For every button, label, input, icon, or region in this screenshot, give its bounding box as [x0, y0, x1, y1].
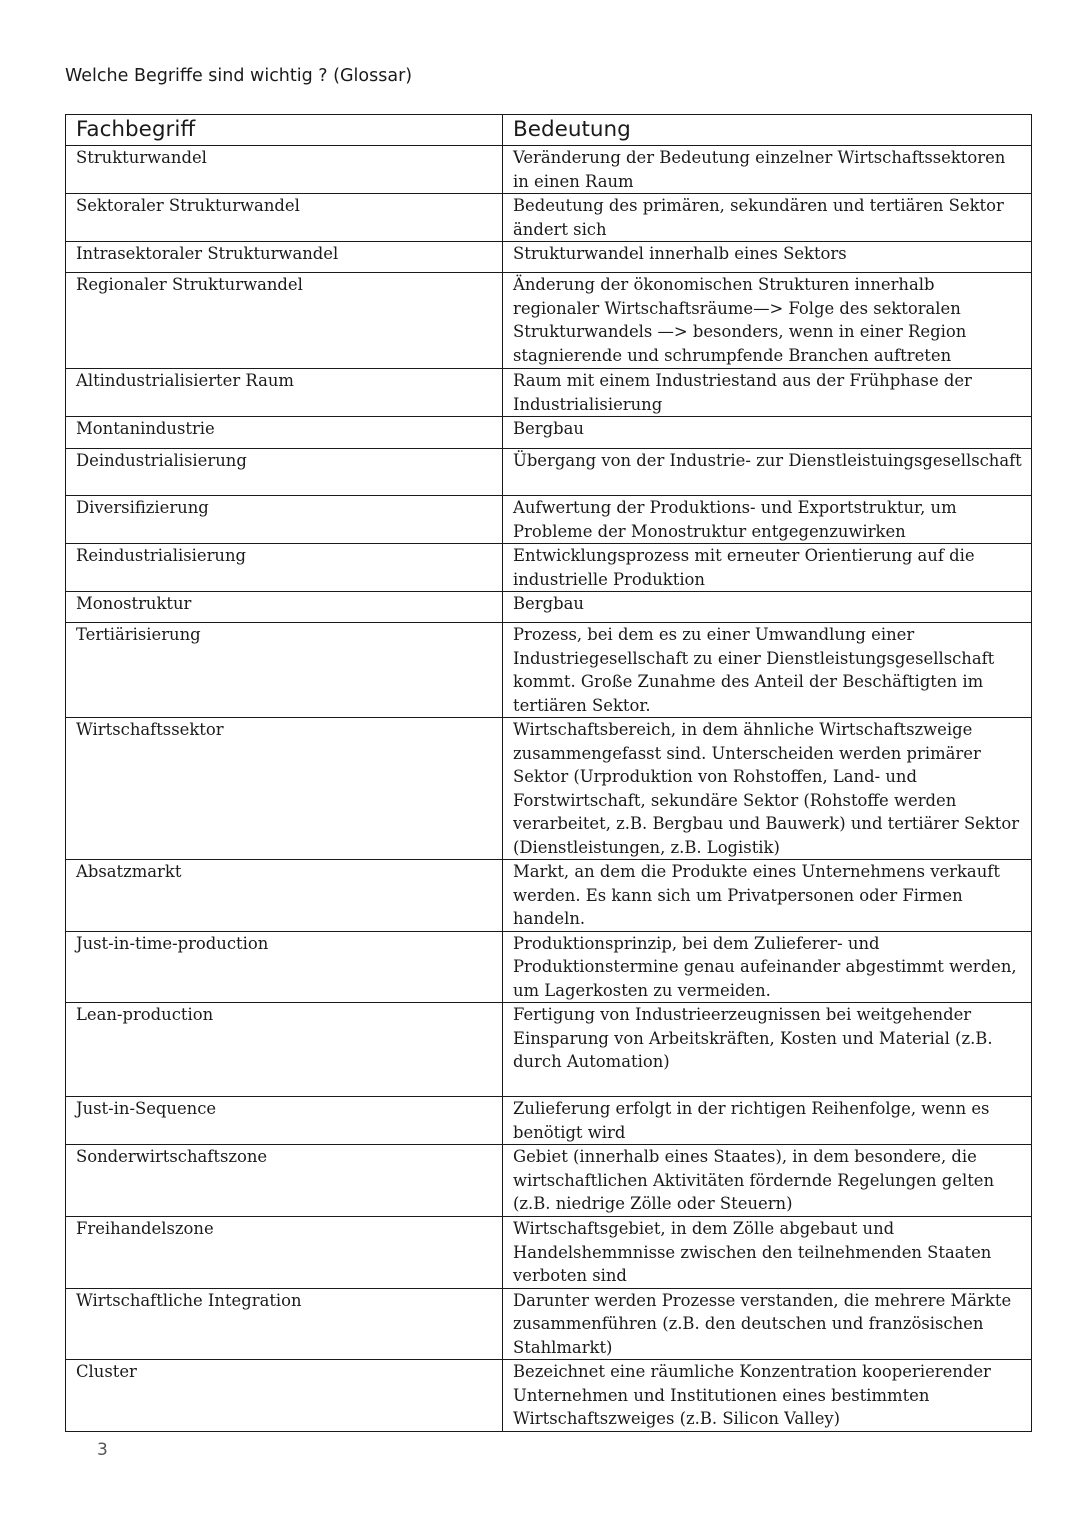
term-cell: Diversifizierung [66, 496, 503, 544]
table-row [66, 860, 1032, 932]
table-header-row [66, 115, 1032, 146]
table-row [66, 718, 1032, 860]
meaning-cell: Wirtschaftsgebiet, in dem Zölle abgebaut und Handelshemmnisse zwischen den teilnehmenden Staaten verboten sind [503, 1217, 1032, 1289]
term-cell: Monostruktur [66, 592, 503, 623]
page-number: 3 [97, 1440, 108, 1460]
meaning-cell: Wirtschaftsbereich, in dem ähnliche Wirtschaftszweige zusammengefasst sind. Unterscheiden werden primärer Sektor (Urproduktion von Rohstoffen, Land- und Forstwirtschaft, sekundäre Sektor (Rohstoffe werden verarbeitet, z.B. Bergbau und Bauwerk) und tertiärer Sektor (Dienstleistungen, z.B. Logistik) [503, 718, 1032, 860]
meaning-cell: Produktionsprinzip, bei dem Zulieferer- und Produktionstermine genau aufeinander abgestimmt werden, um Lagerkosten zu vermeiden. [503, 931, 1032, 1003]
table-row [66, 1360, 1032, 1432]
term-cell: Cluster [66, 1360, 503, 1432]
meaning-cell: Strukturwandel innerhalb eines Sektors [503, 242, 1032, 273]
table-row [66, 242, 1032, 273]
meaning-cell: Entwicklungsprozess mit erneuter Orientierung auf die industrielle Produktion [503, 544, 1032, 592]
term-cell: Altindustrialisierter Raum [66, 369, 503, 417]
meaning-cell: Zulieferung erfolgt in der richtigen Reihenfolge, wenn es benötigt wird [503, 1097, 1032, 1145]
term-cell: Just-in-Sequence [66, 1097, 503, 1145]
table-row [66, 449, 1032, 496]
table-row [66, 273, 1032, 369]
term-cell: Absatzmarkt [66, 860, 503, 932]
term-cell: Deindustrialisierung [66, 449, 503, 496]
meaning-cell: Aufwertung der Produktions- und Exportstruktur, um Probleme der Monostruktur entgegenzuwirken [503, 496, 1032, 544]
term-cell: Regionaler Strukturwandel [66, 273, 503, 369]
table-row [66, 931, 1032, 1003]
table-row [66, 623, 1032, 718]
table-row [66, 194, 1032, 242]
glossary-table [65, 114, 1032, 1432]
table-row [66, 146, 1032, 194]
table-row [66, 1097, 1032, 1145]
term-cell: Intrasektoraler Strukturwandel [66, 242, 503, 273]
term-cell: Sonderwirtschaftszone [66, 1145, 503, 1217]
term-cell: Wirtschaftssektor [66, 718, 503, 860]
term-cell: Strukturwandel [66, 146, 503, 194]
term-cell: Montanindustrie [66, 417, 503, 449]
term-cell: Sektoraler Strukturwandel [66, 194, 503, 242]
table-row [66, 1288, 1032, 1360]
column-header-meaning: Bedeutung [503, 115, 1032, 146]
column-header-term: Fachbegriff [66, 115, 503, 146]
table-row [66, 544, 1032, 592]
table-row [66, 1003, 1032, 1097]
meaning-cell: Bergbau [503, 417, 1032, 449]
meaning-cell: Markt, an dem die Produkte eines Unternehmens verkauft werden. Es kann sich um Privatpersonen oder Firmen handeln. [503, 860, 1032, 932]
meaning-cell: Veränderung der Bedeutung einzelner Wirtschaftssektoren in einen Raum [503, 146, 1032, 194]
term-cell: Tertiärisierung [66, 623, 503, 718]
table-row [66, 417, 1032, 449]
meaning-cell: Bergbau [503, 592, 1032, 623]
meaning-cell: Änderung der ökonomischen Strukturen innerhalb regionaler Wirtschaftsräume—> Folge des sektoralen Strukturwandels —> besonders, wenn in einer Region stagnierende und schrumpfende Branchen auftreten [503, 273, 1032, 369]
table-row [66, 496, 1032, 544]
table-row [66, 1145, 1032, 1217]
table-row [66, 369, 1032, 417]
meaning-cell: Bezeichnet eine räumliche Konzentration kooperierender Unternehmen und Institutionen eines bestimmten Wirtschaftszweiges (z.B. Silicon Valley) [503, 1360, 1032, 1432]
term-cell: Reindustrialisierung [66, 544, 503, 592]
meaning-cell: Bedeutung des primären, sekundären und tertiären Sektor ändert sich [503, 194, 1032, 242]
term-cell: Lean-production [66, 1003, 503, 1097]
meaning-cell: Prozess, bei dem es zu einer Umwandlung einer Industriegesellschaft zu einer Dienstleistungsgesellschaft kommt. Große Zunahme des Anteil der Beschäftigten im tertiären Sektor. [503, 623, 1032, 718]
term-cell: Wirtschaftliche Integration [66, 1288, 503, 1360]
term-cell: Freihandelszone [66, 1217, 503, 1289]
page-heading: Welche Begriffe sind wichtig ? (Glossar) [65, 66, 413, 86]
meaning-cell: Übergang von der Industrie- zur Dienstleistuingsgesellschaft [503, 449, 1032, 496]
table-row [66, 1217, 1032, 1289]
meaning-cell: Raum mit einem Industriestand aus der Frühphase der Industrialisierung [503, 369, 1032, 417]
meaning-cell: Darunter werden Prozesse verstanden, die mehrere Märkte zusammenführen (z.B. den deutschen und französischen Stahlmarkt) [503, 1288, 1032, 1360]
meaning-cell: Gebiet (innerhalb eines Staates), in dem besondere, die wirtschaftlichen Aktivitäten fördernde Regelungen gelten (z.B. niedrige Zölle oder Steuern) [503, 1145, 1032, 1217]
table-row [66, 592, 1032, 623]
term-cell: Just-in-time-production [66, 931, 503, 1003]
meaning-cell: Fertigung von Industrieerzeugnissen bei weitgehender Einsparung von Arbeitskräften, Kosten und Material (z.B. durch Automation) [503, 1003, 1032, 1097]
